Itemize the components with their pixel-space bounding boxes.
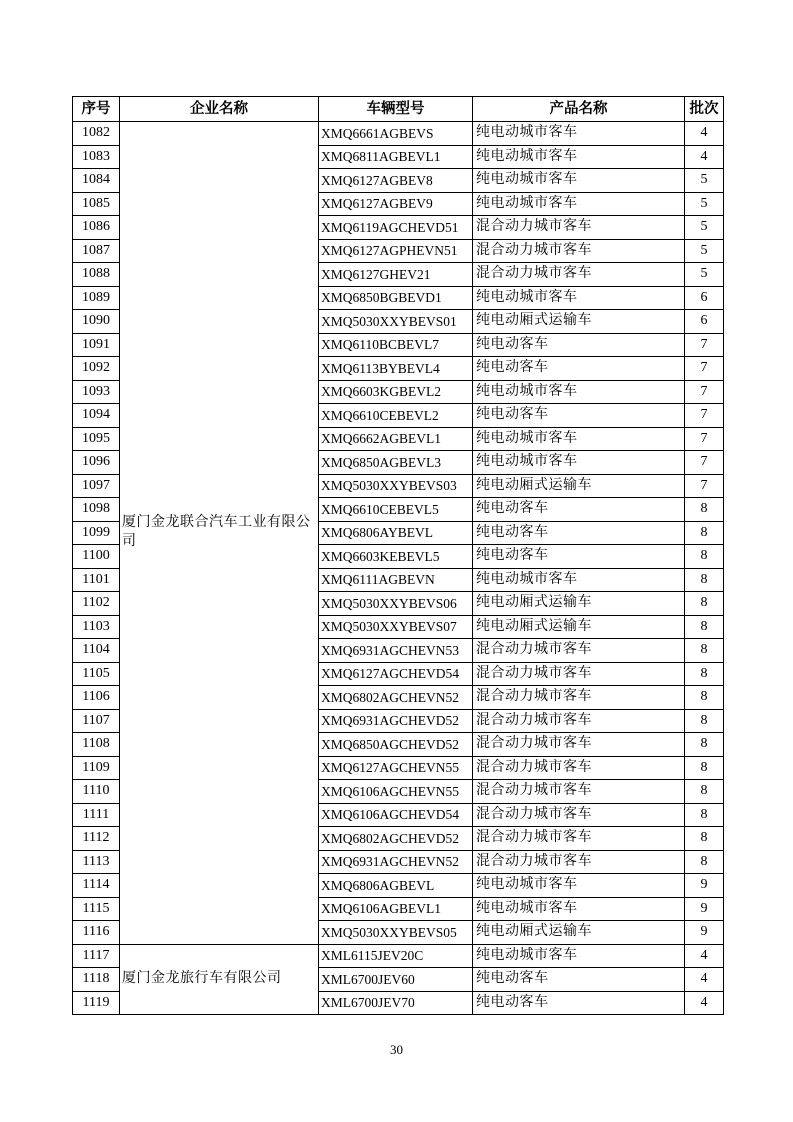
batch-cell: 8 [685,568,724,592]
product-name-cell: 纯电动客车 [473,333,685,357]
vehicle-model-cell: XMQ6110BCBEVL7 [319,333,473,357]
vehicle-model-cell: XMQ6127GHEV21 [319,263,473,287]
batch-cell: 4 [685,944,724,968]
product-name-cell: 纯电动厢式运输车 [473,310,685,334]
vehicle-model-cell: XMQ6850AGCHEVD52 [319,733,473,757]
vehicle-model-cell: XMQ6603KGBEVL2 [319,380,473,404]
vehicle-model-cell: XMQ6931AGCHEVN52 [319,850,473,874]
serial-number-cell: 1088 [73,263,120,287]
serial-number-cell: 1098 [73,498,120,522]
batch-cell: 8 [685,686,724,710]
table-header-row [73,97,724,122]
header-serial-number: 序号 [73,97,120,122]
batch-cell: 5 [685,216,724,240]
serial-number-cell: 1116 [73,921,120,945]
batch-cell: 4 [685,991,724,1015]
batch-cell: 4 [685,145,724,169]
product-name-cell: 纯电动城市客车 [473,944,685,968]
vehicle-model-cell: XMQ6661AGBEVS [319,122,473,146]
serial-number-cell: 1104 [73,639,120,663]
serial-number-cell: 1099 [73,521,120,545]
batch-cell: 8 [685,733,724,757]
vehicle-model-cell: XMQ6811AGBEVL1 [319,145,473,169]
serial-number-cell: 1115 [73,897,120,921]
vehicle-model-cell: XMQ6106AGBEVL1 [319,897,473,921]
product-name-cell: 纯电动客车 [473,521,685,545]
batch-cell: 4 [685,968,724,992]
batch-cell: 8 [685,615,724,639]
serial-number-cell: 1090 [73,310,120,334]
product-name-cell: 混合动力城市客车 [473,639,685,663]
batch-cell: 8 [685,498,724,522]
serial-number-cell: 1093 [73,380,120,404]
page-number: 30 [390,1042,403,1057]
vehicle-model-cell: XMQ6603KEBEVL5 [319,545,473,569]
serial-number-cell: 1086 [73,216,120,240]
batch-cell: 8 [685,850,724,874]
product-name-cell: 纯电动城市客车 [473,568,685,592]
header-batch: 批次 [685,97,724,122]
header-vehicle-model: 车辆型号 [319,97,473,122]
product-name-cell: 混合动力城市客车 [473,216,685,240]
product-name-cell: 纯电动城市客车 [473,451,685,475]
serial-number-cell: 1102 [73,592,120,616]
serial-number-cell: 1109 [73,756,120,780]
vehicle-model-cell: XMQ5030XXYBEVS03 [319,474,473,498]
vehicle-model-cell: XMQ6806AYBEVL [319,521,473,545]
batch-cell: 8 [685,709,724,733]
batch-cell: 6 [685,310,724,334]
batch-cell: 8 [685,592,724,616]
batch-cell: 8 [685,521,724,545]
product-name-cell: 混合动力城市客车 [473,780,685,804]
product-name-cell: 纯电动城市客车 [473,874,685,898]
product-name-cell: 混合动力城市客车 [473,239,685,263]
product-name-cell: 纯电动客车 [473,498,685,522]
vehicle-model-cell: XMQ6610CEBEVL5 [319,498,473,522]
batch-cell: 5 [685,192,724,216]
vehicle-model-cell: XMQ6119AGCHEVD51 [319,216,473,240]
batch-cell: 8 [685,803,724,827]
batch-cell: 9 [685,897,724,921]
product-name-cell: 纯电动客车 [473,545,685,569]
serial-number-cell: 1113 [73,850,120,874]
vehicle-model-cell: XMQ6106AGCHEVN55 [319,780,473,804]
serial-number-cell: 1111 [73,803,120,827]
serial-number-cell: 1087 [73,239,120,263]
serial-number-cell: 1089 [73,286,120,310]
product-name-cell: 纯电动城市客车 [473,380,685,404]
batch-cell: 4 [685,122,724,146]
serial-number-cell: 1097 [73,474,120,498]
product-name-cell: 混合动力城市客车 [473,850,685,874]
table-body [73,122,724,1015]
serial-number-cell: 1105 [73,662,120,686]
vehicle-catalog-table [72,96,724,1015]
vehicle-model-cell: XMQ6106AGCHEVD54 [319,803,473,827]
vehicle-model-cell: XMQ6802AGCHEVN52 [319,686,473,710]
vehicle-model-cell: XMQ6806AGBEVL [319,874,473,898]
vehicle-model-cell: XML6700JEV70 [319,991,473,1015]
batch-cell: 8 [685,827,724,851]
product-name-cell: 混合动力城市客车 [473,733,685,757]
batch-cell: 7 [685,474,724,498]
vehicle-model-cell: XMQ6802AGCHEVD52 [319,827,473,851]
vehicle-model-cell: XML6115JEV20C [319,944,473,968]
serial-number-cell: 1085 [73,192,120,216]
product-name-cell: 纯电动城市客车 [473,169,685,193]
product-name-cell: 混合动力城市客车 [473,263,685,287]
vehicle-model-cell: XMQ6931AGCHEVD52 [319,709,473,733]
batch-cell: 7 [685,404,724,428]
batch-cell: 7 [685,357,724,381]
vehicle-model-cell: XMQ6931AGCHEVN53 [319,639,473,663]
serial-number-cell: 1084 [73,169,120,193]
serial-number-cell: 1092 [73,357,120,381]
batch-cell: 5 [685,263,724,287]
serial-number-cell: 1082 [73,122,120,146]
vehicle-model-cell: XML6700JEV60 [319,968,473,992]
batch-cell: 8 [685,780,724,804]
serial-number-cell: 1112 [73,827,120,851]
serial-number-cell: 1091 [73,333,120,357]
header-company-name: 企业名称 [120,97,319,122]
serial-number-cell: 1110 [73,780,120,804]
serial-number-cell: 1095 [73,427,120,451]
batch-cell: 7 [685,451,724,475]
product-name-cell: 纯电动城市客车 [473,192,685,216]
company-name-cell: 厦门金龙旅行车有限公司 [120,944,319,1015]
product-name-cell: 纯电动城市客车 [473,286,685,310]
vehicle-model-cell: XMQ5030XXYBEVS05 [319,921,473,945]
product-name-cell: 纯电动城市客车 [473,122,685,146]
product-name-cell: 纯电动城市客车 [473,145,685,169]
product-name-cell: 纯电动城市客车 [473,427,685,451]
vehicle-model-cell: XMQ5030XXYBEVS07 [319,615,473,639]
product-name-cell: 纯电动厢式运输车 [473,615,685,639]
vehicle-model-cell: XMQ6127AGPHEVN51 [319,239,473,263]
product-name-cell: 混合动力城市客车 [473,827,685,851]
vehicle-model-cell: XMQ6127AGBEV9 [319,192,473,216]
batch-cell: 8 [685,662,724,686]
vehicle-model-cell: XMQ5030XXYBEVS01 [319,310,473,334]
batch-cell: 9 [685,874,724,898]
batch-cell: 7 [685,333,724,357]
company-name-cell: 厦门金龙联合汽车工业有限公司 [120,122,319,945]
vehicle-model-cell: XMQ6610CEBEVL2 [319,404,473,428]
serial-number-cell: 1100 [73,545,120,569]
table-row [73,944,724,968]
vehicle-model-cell: XMQ6111AGBEVN [319,568,473,592]
product-name-cell: 纯电动客车 [473,991,685,1015]
batch-cell: 9 [685,921,724,945]
product-name-cell: 混合动力城市客车 [473,803,685,827]
product-name-cell: 纯电动厢式运输车 [473,921,685,945]
vehicle-model-cell: XMQ6662AGBEVL1 [319,427,473,451]
product-name-cell: 纯电动客车 [473,968,685,992]
product-name-cell: 纯电动客车 [473,357,685,381]
vehicle-model-cell: XMQ6127AGCHEVN55 [319,756,473,780]
serial-number-cell: 1114 [73,874,120,898]
vehicle-model-cell: XMQ5030XXYBEVS06 [319,592,473,616]
serial-number-cell: 1103 [73,615,120,639]
vehicle-model-cell: XMQ6850BGBEVD1 [319,286,473,310]
vehicle-model-cell: XMQ6127AGBEV8 [319,169,473,193]
product-name-cell: 纯电动城市客车 [473,897,685,921]
serial-number-cell: 1106 [73,686,120,710]
serial-number-cell: 1107 [73,709,120,733]
batch-cell: 8 [685,639,724,663]
product-name-cell: 纯电动厢式运输车 [473,592,685,616]
serial-number-cell: 1118 [73,968,120,992]
batch-cell: 5 [685,239,724,263]
batch-cell: 8 [685,545,724,569]
product-name-cell: 混合动力城市客车 [473,662,685,686]
batch-cell: 7 [685,380,724,404]
serial-number-cell: 1083 [73,145,120,169]
serial-number-cell: 1119 [73,991,120,1015]
vehicle-model-cell: XMQ6113BYBEVL4 [319,357,473,381]
batch-cell: 8 [685,756,724,780]
batch-cell: 7 [685,427,724,451]
batch-cell: 5 [685,169,724,193]
product-name-cell: 纯电动厢式运输车 [473,474,685,498]
serial-number-cell: 1094 [73,404,120,428]
product-name-cell: 混合动力城市客车 [473,756,685,780]
product-name-cell: 纯电动客车 [473,404,685,428]
serial-number-cell: 1096 [73,451,120,475]
serial-number-cell: 1101 [73,568,120,592]
product-name-cell: 混合动力城市客车 [473,686,685,710]
header-product-name: 产品名称 [473,97,685,122]
serial-number-cell: 1108 [73,733,120,757]
vehicle-model-cell: XMQ6127AGCHEVD54 [319,662,473,686]
table-row [73,122,724,146]
batch-cell: 6 [685,286,724,310]
serial-number-cell: 1117 [73,944,120,968]
product-name-cell: 混合动力城市客车 [473,709,685,733]
vehicle-model-cell: XMQ6850AGBEVL3 [319,451,473,475]
